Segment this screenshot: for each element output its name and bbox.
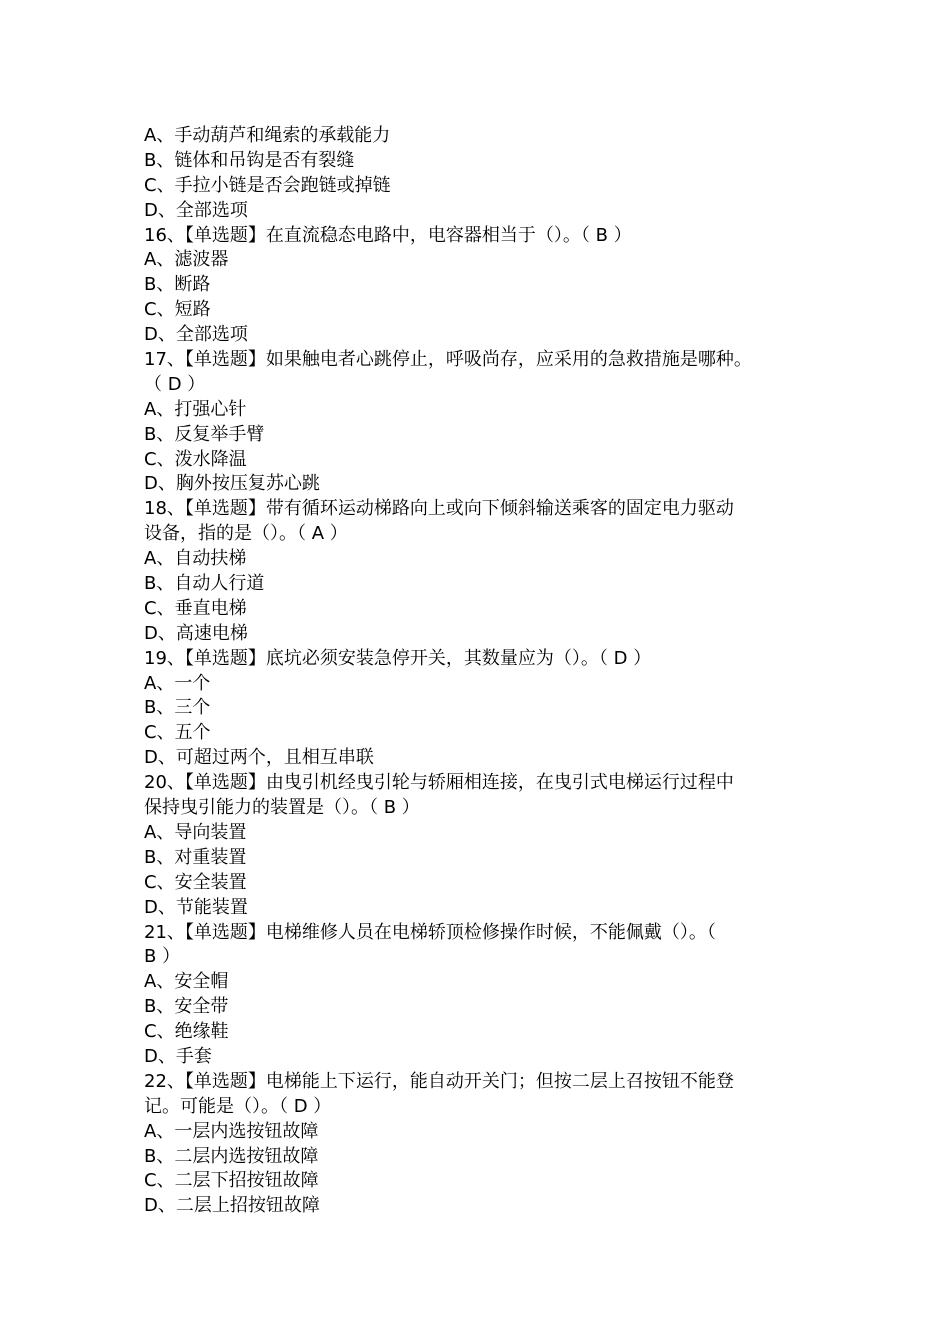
question-stem: 19、【单选题】底坑必须安装急停开关，其数量应为（）。（ D ） — [144, 647, 652, 669]
question-stem-continuation: B ） — [144, 946, 181, 968]
question-stem: 20、【单选题】由曳引机经曳引轮与轿厢相连接，在曳引式电梯运行过程中 — [144, 772, 734, 794]
question-stem: 17、【单选题】如果触电者心跳停止，呼吸尚存，应采用的急救措施是哪种。 — [144, 349, 752, 371]
option-line: C、短路 — [144, 299, 211, 321]
question-stem-continuation: 记。可能是（）。（ D ） — [144, 1095, 332, 1117]
option-line: C、垂直电梯 — [144, 597, 247, 619]
option-line: A、滤波器 — [144, 249, 229, 271]
option-line: B、自动人行道 — [144, 573, 265, 595]
question-stem-continuation: 保持曳引能力的装置是（）。（ B ） — [144, 797, 420, 819]
option-line: B、二层内选按钮故障 — [144, 1145, 319, 1167]
option-line: B、反复举手臂 — [144, 423, 265, 445]
question-stem-continuation: 设备，指的是（）。（ A ） — [144, 523, 348, 545]
option-line: B、链体和吊钩是否有裂缝 — [144, 149, 355, 171]
option-line: A、一层内选按钮故障 — [144, 1120, 319, 1142]
option-line: D、全部选项 — [144, 199, 248, 221]
option-line: C、二层下招按钮故障 — [144, 1170, 319, 1192]
question-stem: 22、【单选题】电梯能上下运行，能自动开关门；但按二层上召按钮不能登 — [144, 1070, 734, 1092]
question-stem: 21、【单选题】电梯维修人员在电梯轿顶检修操作时候，不能佩戴（）。（ — [144, 921, 716, 943]
option-line: A、导向装置 — [144, 821, 247, 843]
option-line: B、三个 — [144, 697, 211, 719]
option-line: A、手动葫芦和绳索的承载能力 — [144, 125, 391, 146]
option-line: A、安全帽 — [144, 971, 229, 993]
option-line: C、手拉小链是否会跑链或掉链 — [144, 174, 391, 196]
option-line: D、手套 — [144, 1045, 212, 1067]
option-line: B、对重装置 — [144, 846, 247, 868]
option-line: D、二层上招按钮故障 — [144, 1195, 320, 1217]
question-stem-continuation: （ D ） — [144, 373, 206, 395]
option-line: D、全部选项 — [144, 324, 248, 346]
option-line: D、可超过两个，且相互串联 — [144, 747, 374, 769]
option-line: A、一个 — [144, 672, 211, 694]
option-line: C、安全装置 — [144, 871, 247, 893]
question-list — [144, 124, 824, 1219]
question-stem: 18、【单选题】带有循环运动梯路向上或向下倾斜输送乘客的固定电力驱动 — [144, 498, 734, 520]
option-line: D、节能装置 — [144, 896, 248, 918]
option-line: C、泼水降温 — [144, 448, 247, 470]
question-stem: 16、【单选题】在直流稳态电路中，电容器相当于（）。（ B ） — [144, 224, 632, 246]
option-line: C、绝缘鞋 — [144, 1021, 229, 1043]
option-line: C、五个 — [144, 722, 211, 744]
option-line: A、打强心针 — [144, 398, 247, 420]
option-line: D、高速电梯 — [144, 622, 248, 644]
option-line: B、断路 — [144, 274, 211, 296]
option-line: D、胸外按压复苏心跳 — [144, 473, 320, 495]
option-line: A、自动扶梯 — [144, 548, 247, 570]
option-line: B、安全带 — [144, 996, 229, 1018]
